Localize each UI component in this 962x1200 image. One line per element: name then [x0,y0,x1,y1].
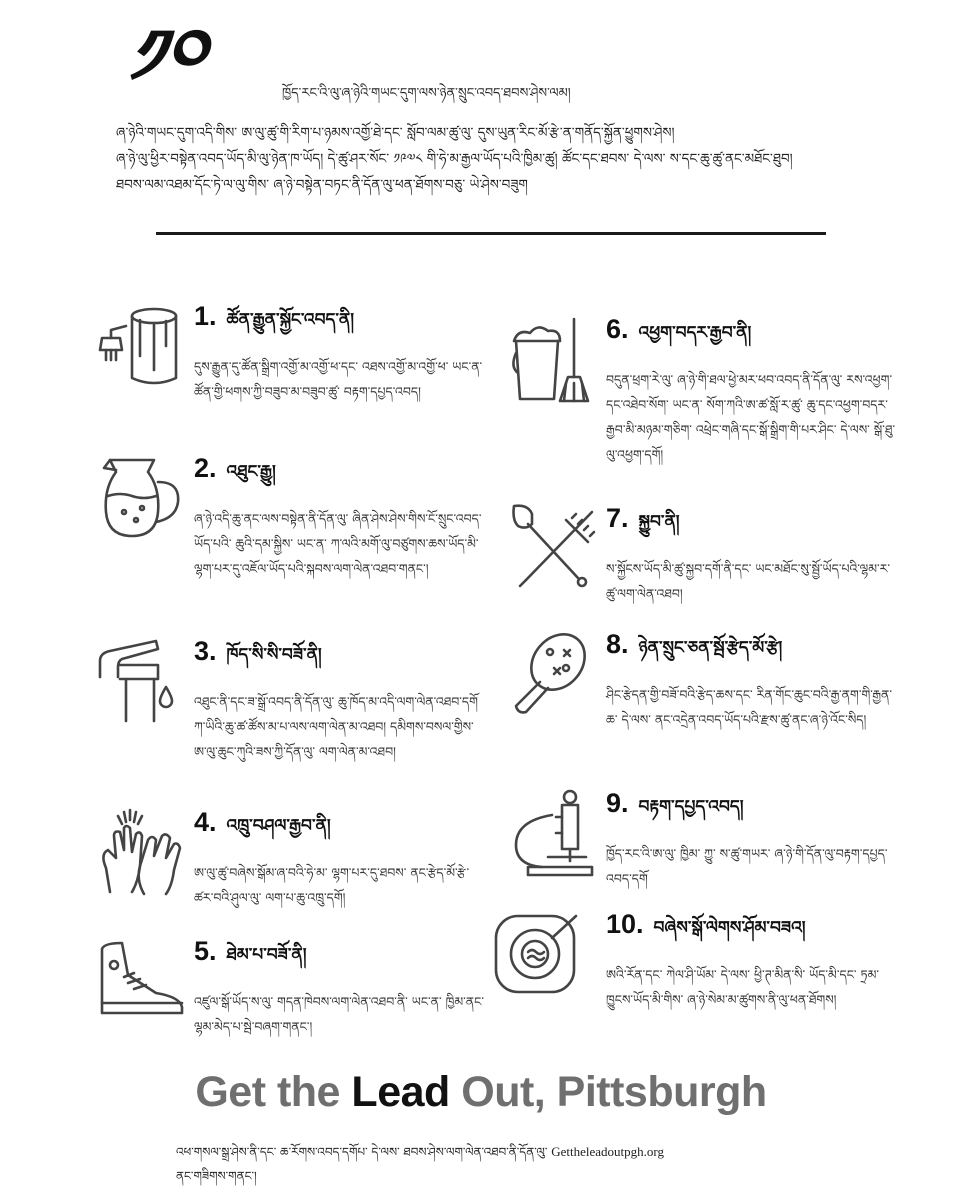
tip-text: ཨའི་རོན་དང་ ཀེལ་ཤི་ཡོམ་ དེ་ལས་ ཕྱི་ཊ་མིན་སི་ ཡོད་མི་དང་ ཏྲམ་ཁྱུངས་ཡོད་མི་གིས་ ཞ་ཉེ་སེམ་མ་ཚུགས་ནི་ལུ་ཕན་ཐོགས། [606,967,880,1007]
tip-title: ཚོན་རྒྱུན་སྐྱོང་འབད་ནི། [226,310,355,330]
tip-title: ཁོད་སི་སི་བཟོ་ནི། [226,645,322,665]
tip-text: ཁྱོད་རང་འི་ཨ་ལུ་ ཁྱིམ་ ཀྱུ་ ས་ཚུ་གཡར་ ཞ་ཉེ་གི་དོན་ལུ་བརྟག་དཔྱད་འབད་དགོ [606,846,888,886]
tip-title: འཕྱག་བདར་རྒྱབ་ནི། [638,323,752,343]
water-pitcher-icon [96,452,186,542]
tip-title: བརྟག་དཔྱད་འབད། [638,797,744,817]
footer-line-2: ནང་གཟིགས་གནང་། [176,1169,257,1183]
brand-text-bold: Lead [351,1068,450,1116]
tip-title: ཐེམ་པ་བཟོ་ནི། [226,945,307,965]
tip-number: 4. [194,807,217,837]
tip-number: 5. [194,936,217,966]
brand-text-post: Out, Pittsburgh [449,1068,767,1116]
footer [176,1140,786,1188]
tip-number: 10. [606,909,644,939]
intro-line: ཞ་ཉེ་ལུ་ཕྱིར་བསྟེན་འབད་ཡོད་མི་ལུ་ཉེན་ཁ་ཡོད། དེ་ཚུ་ཤར་སོང་ ༡༩༧༨ གི་ཧེ་མ་རྒྱལ་ཡོད་པའི་ཁྱིམ་ཚུ། ཚོང་དང་ཐབས་ དེ་ལས་ ས་དང་ཆུ་ཚུ་ནང་མཐོང་ཐུབ། [116,151,793,167]
page-number-heading: ༡༠ [128,14,205,100]
shovel-rake-icon [508,502,598,592]
faucet-icon [96,635,186,725]
tip-text: འཛུལ་སྒོ་ཡོད་ས་ལུ་ གདན་ཁེབས་ལག་ལེན་འཐབ་ནི་ ཡང་ན་ ཁྱིམ་ནང་ལྷམ་མེད་པ་སྦེ་བཞག་གནང་། [194,994,484,1034]
tip-number: 6. [606,314,629,344]
tip-text: བདུན་ཕྲག་རེ་ལུ་ ཞ་ཉེ་གི་ཐལ་ཕྱེ་མར་ཕབ་འབད་ནི་དོན་ལུ་ རས་འཕྱག་དང་འཐེབ་སོག་ ཡང་ན་ སོག་ཀའི་ཨ་ཚ་སློ་ར་ཚུ་ ཆུ་དང་འཕྱག་བདར་རྒྱབ་མི་མཉམ་གཅིག་ འཕྲེང་གཞི་དང་སྒོ་སྒྲིག་གི་པར་ཤིང་ དེ་ལས་ སྒོ་ཐུ་ལུ་འཕྱག་དགོ། [606,372,896,462]
tip-text: ཨ་ལུ་ཚུ་བཞེས་སྒོམ་ཞ་བའི་ཧེ་མ་ ལྷག་པར་དུ་ཐབས་ ནང་རྩེད་མོ་རྩེ་ཚར་བའི་ཤུལ་ལུ་ ལག་པ་ཆུ་འཁྲུ་དགོ། [194,865,470,905]
tip-text: འཐུང་ནི་དང་ཟ་སྒྲོ་འབད་ནི་དོན་ལུ་ ཆུ་ཁོད་མ་འདི་ལག་ལེན་འཐབ་དགོ ཀ་ཡིའི་ཆུ་ཚ་ཚོས་མ་པ་ལས་ལག་ལེན་མ་འཐབ། དམིགས་བསལ་གྱིས་ཨ་ལུ་ཆུང་ཀུའི་ཟས་ཀྱི་དོན་ལུ་ ལག་ལེན་མ་འཐབ། [194,694,478,759]
tip-number: 3. [194,636,217,666]
intro-line: ཐབས་ལམ་འཐམ་དོང་ཏེ་ལ་ལུ་གིས་ ཞ་ཉེ་བསྟེན་བཏང་ནི་དོན་ལུ་ཕན་ཐོགས་བཅུ་ ཡེ་ཤེས་བཟུག [116,177,528,193]
brand-heading [0,1068,962,1117]
tip-title: འཁྲུ་བཤལ་རྒྱབ་ནི། [226,816,331,836]
footer-line [176,1140,786,1164]
tip-title: བཞེས་སྒོ་ལེགས་ཤོམ་བཟའ། [653,918,806,938]
tip-number: 8. [606,629,629,659]
tip-number: 9. [606,788,629,818]
maraca-icon [508,628,598,718]
page-title: ཁྱོད་རང་འི་ལུ་ཞ་ཉེའི་གཡང་དུག་ལས་ཉེན་སྲུང་འབད་ཐབས་ཤེས་ལམ། [282,86,571,101]
tip-number: 7. [606,503,629,533]
tip-text: ས་སྐྱོངས་ཡོད་མི་ཚུ་སྐྱབ་དགོ་ནི་དང་ ཡང་མཐོང་སུ་སྦྱོ་ཡོད་པའི་ལྷམ་ར་ཚུ་ལག་ལེན་འཐབ། [606,561,891,601]
hand-washing-icon [96,806,186,896]
section-divider [156,232,826,235]
tip-number: 2. [194,453,217,483]
paint-bucket-icon [96,300,186,390]
tip-title: སྐྱུབ་ནི། [638,512,680,532]
intro-line: ཞ་ཉེའི་གཡང་དུག་འདི་གིས་ ཨ་ལུ་ཚུ་གི་རིག་པ་ཉམས་འགྱོ་ཐེ་དང་ སློབ་ལམ་ཚུ་ལུ་ དུས་ཡུན་རིང་མོ་རྩེ་ན་གནོད་སྐྱོན་ཕྱུགས་ཤེས། [116,125,675,141]
tip-text: དུས་རྒྱུན་དུ་ཚོན་སྒྲིག་འགྱོ་མ་འགྱོ་ཕ་དང་ འཐས་འགྱོ་མ་འགྱོ་ཕ་ ཡང་ན་ ཚོན་གྱི་ཕགས་ཀྱི་བཟུབ་མ་བཟུབ་ཚུ་ བརྟག་དཔྱད་འབད། [194,359,483,399]
tip-text: ཞ་ཉེ་འདི་ཆུ་ནང་ལས་བསྟེན་ནི་དོན་ལུ་ ཞིན་ཤེས་ཤེས་གིས་ངོ་སྲུང་འབད་ཡོད་པའི་ ཆུའི་དམ་སྐྱིས་ ཡང་ན་ ཀ་ལའི་མགོ་ལུ་བཙུགས་ཆས་ཡོད་མི་ ལྷག་པར་དུ་འཇོལ་ཡོད་པའི་སྐབས་ལག་ལེན་འཐབ་གནང་། [194,511,482,576]
tip-number: 1. [194,301,217,331]
tip-text: ཤིང་རྩེདན་གྱི་བཟོ་བའི་རྩེད་ཆས་དང་ རིན་གོང་ཆུང་བའི་རྒྱ་ནག་གི་རྒྱན་ཆ་ དེ་ལས་ ནང་འདྲེན་འབད་ཡོད་པའི་རྫས་ཚུ་ནང་ཞ་ཉེ་འོང་སིད། [606,687,893,727]
bowl-spoon-icon [492,908,582,998]
brand-text-pre: Get the [195,1068,352,1116]
sneaker-icon [96,935,186,1025]
website-link[interactable]: Gettheleadoutpgh.org [551,1144,664,1159]
tip-title: འཐུང་རྒྱུ། [226,462,276,482]
intro-paragraph [116,120,842,198]
bucket-mop-icon [508,313,598,403]
footer-text: འཕ་གསལ་སྒྲ་ཤེས་ནི་དང་ ཆ་རོགས་འབད་དགོཔ་ དེ་ལས་ ཐབས་ཤེས་ལག་ལེན་འཐབ་ནི་དོན་ལུ་ [176,1145,548,1159]
microscope-icon [508,787,598,877]
tip-title: ཉེན་སྲུང་ཅན་སྦོ་རྩེད་མོ་རྩེ། [638,638,783,658]
